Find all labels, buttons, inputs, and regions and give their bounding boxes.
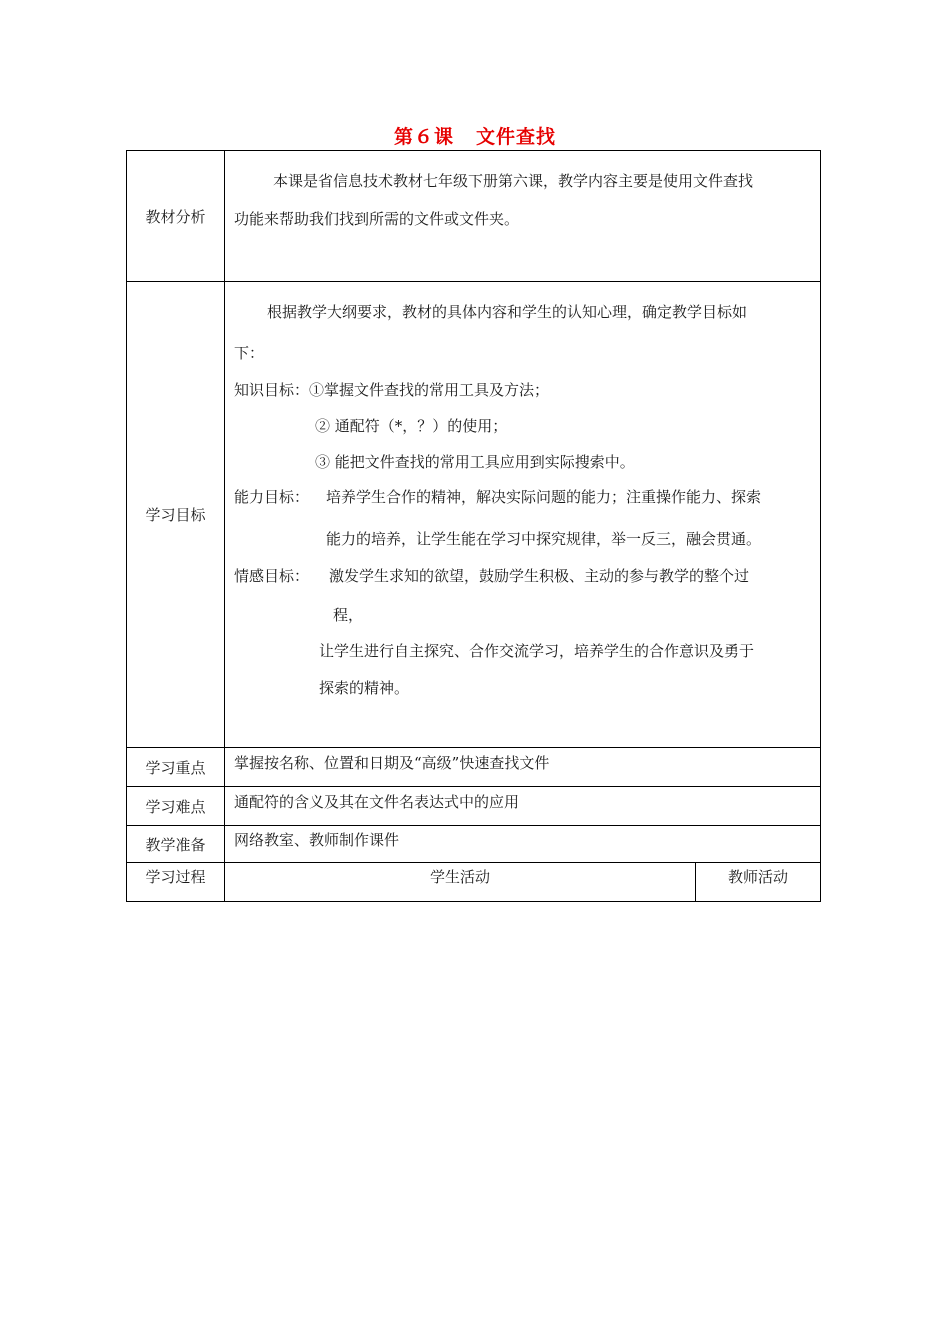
knowledge-item-1: ①掌握文件查找的常用工具及方法；: [309, 381, 550, 399]
ability-line-2: 能力的培养，让学生能在学习中探究规律，举一反三，融会贯通。: [326, 530, 762, 548]
knowledge-item-3: ③ 能把文件查找的常用工具应用到实际搜索中。: [315, 453, 635, 471]
teacher-activity-cell: [695, 862, 821, 902]
difficulty-label: 学习难点: [145, 797, 206, 816]
knowledge-heading: 知识目标：: [234, 381, 310, 399]
ability-line-1: 培养学生合作的精神，解决实际问题的能力；注重操作能力、探索: [326, 488, 762, 506]
lesson-number: 第６课: [393, 126, 454, 148]
ability-heading: 能力目标：: [234, 488, 310, 506]
student-activity-header: 学生活动: [429, 868, 490, 886]
goals-content-cell: [224, 281, 821, 748]
prep-label: 教学准备: [145, 835, 206, 854]
analysis-label-cell: [126, 150, 225, 282]
process-label-cell: [126, 862, 225, 902]
lesson-topic: 文件查找: [476, 126, 557, 148]
emotion-line-1: 激发学生求知的欲望，鼓励学生积极、主动的参与教学的整个过: [329, 567, 750, 585]
emotion-line-3: 让学生进行自主探究、合作交流学习，培养学生的合作意识及勇于: [319, 642, 755, 660]
analysis-label: 教材分析: [145, 207, 206, 226]
goals-label-cell: [126, 281, 225, 748]
process-label: 学习过程: [145, 868, 206, 886]
goals-intro-line-1: 根据教学大纲要求，教材的具体内容和学生的认知心理，确定教学目标如: [267, 303, 748, 321]
difficulty-content: 通配符的含义及其在文件名表达式中的应用: [234, 793, 520, 811]
goals-intro-line-2: 下：: [234, 344, 265, 362]
emotion-line-4: 探索的精神。: [319, 679, 410, 697]
focus-content: 掌握按名称、位置和日期及“高级”快速查找文件: [234, 754, 550, 772]
difficulty-label-cell: [126, 786, 225, 826]
prep-content: 网络教室、教师制作课件: [234, 831, 400, 849]
analysis-line-1: 本课是省信息技术教材七年级下册第六课，教学内容主要是使用文件查找: [273, 172, 754, 190]
student-activity-cell: [224, 862, 696, 902]
difficulty-content-cell: [224, 786, 821, 826]
focus-label-cell: [126, 747, 225, 787]
emotion-line-2: 程，: [333, 606, 364, 624]
analysis-line-2: 功能来帮助我们找到所需的文件或文件夹。: [234, 210, 520, 228]
goals-label: 学习目标: [145, 506, 206, 524]
analysis-content-cell: [224, 150, 821, 282]
page-title: [0, 122, 950, 149]
prep-label-cell: [126, 825, 225, 863]
prep-content-cell: [224, 825, 821, 863]
focus-label: 学习重点: [145, 758, 206, 777]
teacher-activity-header: 教师活动: [727, 868, 788, 886]
focus-content-cell: [224, 747, 821, 787]
knowledge-item-2: ② 通配符（*，？）的使用；: [315, 417, 508, 435]
emotion-heading: 情感目标：: [234, 567, 310, 585]
